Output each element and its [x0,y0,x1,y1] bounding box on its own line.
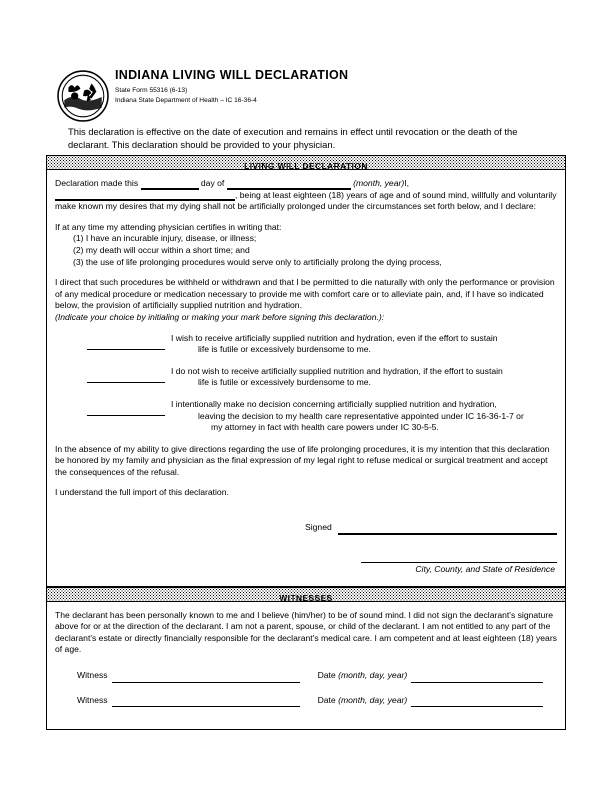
certify-item: (1) I have an incurable injury, disease, or illness; [73,233,257,244]
witness-date-blank[interactable] [411,696,543,707]
choice-initial-blank[interactable] [87,340,165,350]
i-label: I, [404,178,409,188]
choice-option-do-not-wish [55,366,557,389]
signature-row [305,521,557,535]
indicate-instruction: (Indicate your choice by initialing or making your mark before signing this declaration.): [55,311,385,322]
absence-paragraph: In the absence of my ability to give directions regarding the use of life prolonging procedures, it is my intention that this declaration be honored by my family and physician as the final expression of my legal right to refuse medical or surgical treatment and accept the consequences of the refusal. [55,443,550,477]
choice-line-2: leaving the decision to my health care representative appointed under IC 16-36-1-7 or [198,410,524,421]
understand-paragraph: I understand the full import of this declaration. [55,487,229,498]
choice-line-2: life is futile or excessively burdensome to me. [198,344,371,355]
date-hint: (month, day, year) [338,670,408,681]
indiana-state-seal-icon [57,70,109,122]
direct-paragraph: I direct that such procedures be withheld or withdrawn and that I be permitted to die naturally with only the performance or provision of any medical procedure or medication necessary to provide me with comfort care or to alleviate pain, and, if I have so indicated below, the provision of artificially supplied nutrition and hydration. [55,277,555,311]
witnesses-paragraph: The declarant has been personally known to me and I believe (him/her) to be of sound mind. I did not sign the declarant's signature above for or at the direction of the declarant. I am not a parent, spouse, or child of the declarant. I am not entitled to any part of the declarant's estate or directly financially responsible for the declarant's medical care. I am competent and at least eighteen (18) years of age. [55,609,557,655]
svg-text:· · · · ·: · · · · · [77,74,89,79]
signature-block [55,521,557,576]
certify-item: (2) my death will occur within a short time; and [73,244,250,255]
living-will-section-body [47,170,565,586]
choice-option-wish [55,333,557,356]
witness-row [77,670,557,683]
date-label [300,670,412,683]
choice-line-3: my attorney in fact with health care powers under IC 30-5-5. [211,422,439,433]
certify-item: (3) the use of life prolonging procedures would serve only to artificially prolong the dying process, [73,256,442,267]
date-label-text: Date [317,694,336,705]
date-label-text: Date [317,670,336,681]
signature-blank[interactable] [338,521,557,535]
declaration-opening [55,178,557,213]
intro-paragraph: This declaration is effective on the date of execution and remains in effect until revocation or the death of the declarant. This declaration should be provided to your physician. [68,126,518,151]
page-title: INDIANA LIVING WILL DECLARATION [115,68,349,82]
declarant-name-blank[interactable] [55,189,238,201]
choice-line-2: life is futile or excessively burdensome to me. [198,377,371,388]
choice-option-no-decision [55,399,557,434]
declaration-continuation: being at least eighteen (18) years of age and of sound mind, willfully and voluntarily make known my desires that my dying shall not be artificially prolonged under the circumstances set forth below, and I declare: [55,189,557,212]
witness-signature-blank[interactable] [112,696,300,707]
choice-text [171,366,557,389]
witness-label: Witness [77,670,108,681]
declaration-lead: Declaration made this [55,178,139,188]
witness-signature-blank[interactable] [112,672,300,683]
witness-date-blank[interactable] [411,672,543,683]
form-box [46,155,566,730]
choice-line-1: I wish to receive artificially supplied nutrition and hydration, even if the effort to sustain [171,332,498,343]
residence-blank[interactable] [361,552,557,563]
witnesses-section-header [47,588,565,602]
month-year-blank[interactable] [227,179,351,190]
document-header [57,68,557,124]
witnesses-section-label: WITNESSES [279,592,333,603]
residence-caption: City, County, and State of Residence [415,564,555,575]
certify-intro: If at any time my attending physician certifies in writing that: [55,221,282,232]
choice-text [171,399,557,434]
department-line: Indiana State Department of Health – IC 16-36-4 [115,96,257,104]
choice-line-1: I intentionally make no decision concerning artificially supplied nutrition and hydration, [171,398,497,409]
svg-text:· · ·: · · · [80,115,86,120]
date-label [300,695,412,708]
choice-text [171,333,557,356]
header-text-block [115,68,348,105]
choice-initial-blank[interactable] [87,373,165,383]
month-year-hint: (month, year) [353,178,405,188]
residence-row [305,552,557,576]
form-number: State Form 55316 (6-13) [115,87,188,94]
witness-label: Witness [77,694,108,705]
date-hint: (month, day, year) [338,694,408,705]
opening-comma: , [235,189,238,200]
choice-initial-blank[interactable] [87,406,165,416]
witness-row [77,695,557,708]
day-blank[interactable] [141,179,199,190]
living-will-section-label: LIVING WILL DECLARATION [244,161,368,171]
witness-rows [55,670,557,707]
day-of-label: day of [200,178,225,188]
certify-list [55,233,557,268]
living-will-section-header [47,156,565,170]
witnesses-section-body [47,602,565,730]
choice-line-1: I do not wish to receive artificially supplied nutrition and hydration, if the effort to sustain [171,365,503,376]
signed-label: Signed [305,522,332,533]
